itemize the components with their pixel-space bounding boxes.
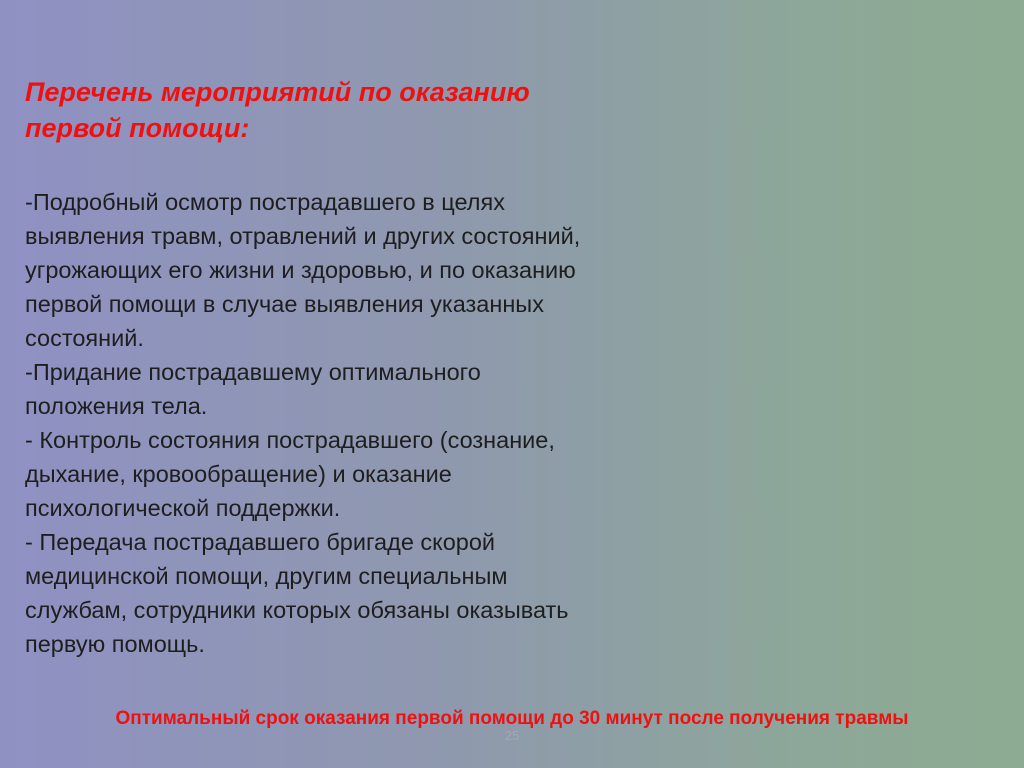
body-line: медицинской помощи, другим специальным: [25, 563, 508, 589]
slide-body: [25, 185, 715, 661]
slide-title-line: первой помощи:: [25, 113, 250, 143]
footer-note: Оптимальный срок оказания первой помощи до 30 минут после получения травмы: [115, 708, 909, 729]
body-line: угрожающих его жизни и здоровью, и по оказанию: [25, 257, 576, 283]
body-line: -Придание пострадавшему оптимального: [25, 359, 481, 385]
slide-title: [25, 74, 665, 146]
body-line: - Контроль состояния пострадавшего (сознание,: [25, 427, 555, 453]
body-line: службам, сотрудники которых обязаны оказывать: [25, 597, 569, 623]
body-line: - Передача пострадавшего бригаде скорой: [25, 529, 496, 555]
body-line: положения тела.: [25, 393, 208, 419]
body-line: психологической поддержки.: [25, 495, 341, 521]
body-line: первую помощь.: [25, 631, 205, 657]
body-line: -Подробный осмотр пострадавшего в целях: [25, 189, 505, 215]
slide-title-line: Перечень мероприятий по оказанию: [25, 77, 530, 107]
body-line: выявления травм, отравлений и других состояний,: [25, 223, 581, 249]
body-line: дыхание, кровообращение) и оказание: [25, 461, 452, 487]
body-line: первой помощи в случае выявления указанных: [25, 291, 544, 317]
body-line: состояний.: [25, 325, 144, 351]
slide-number: 25: [504, 728, 520, 743]
